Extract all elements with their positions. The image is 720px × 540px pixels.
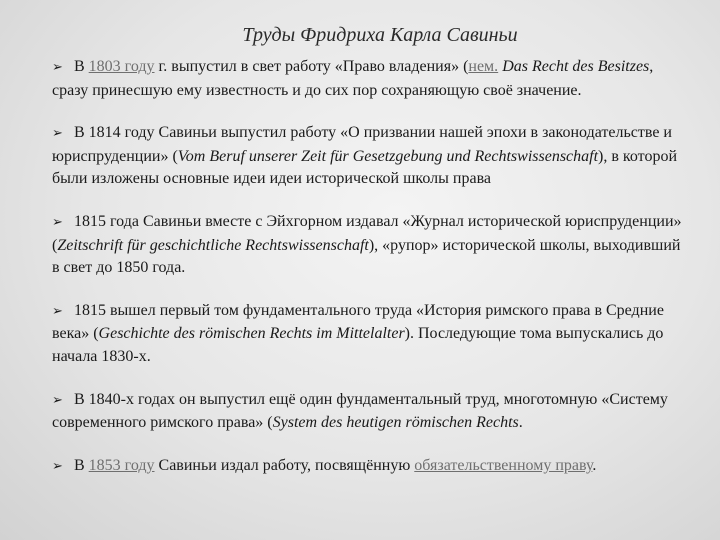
paragraph-1815-history: ➢ 1815 вышел первый том фундаментального труда «История римского права в Средние века» (Geschichte des römischen Rechts im Mittelalter). Последующие тома выпускались до начала 1830-х.	[52, 301, 664, 365]
arrow-bullet-icon: ➢	[52, 60, 63, 75]
link-obligation-law[interactable]: обязательственному праву	[414, 456, 593, 474]
slide-title: Труды Фридриха Карла Савиньи	[242, 24, 518, 46]
paragraph-1840s: ➢ В 1840-х годах он выпустил ещё один фундаментальный труд, многотомную «Систему современного римского права» (System des heutigen römischen Rechts.	[52, 390, 668, 432]
arrow-bullet-icon: ➢	[52, 458, 63, 474]
paragraph-1803: ➢ В 1803 году г. выпустил в свет работу «Право владения» (нем. Das Recht des Besitzes, сразу принесшую ему известность и до сих пор сохраняющую своё значение.	[52, 58, 654, 99]
arrow-bullet-icon: ➢	[52, 392, 63, 408]
link-1803-year[interactable]: 1803 году	[88, 58, 155, 75]
arrow-bullet-icon: ➢	[52, 214, 63, 230]
link-german[interactable]: нем.	[468, 58, 499, 75]
paragraph-1814: ➢ В 1814 году Савиньи выпустил работу «О призвании нашей эпохи в законодательстве и юриспруденции» (Vom Beruf unserer Zeit für Gesetzgebung und Rechtswissenschaft), в которой были изложены основные идеи идеи исторической школы права	[52, 124, 678, 188]
paragraph-1853: ➢ В 1853 году Савиньи издал работу, посвящённую обязательственному праву.	[52, 455, 684, 479]
paragraph-1815-journal: ➢ 1815 года Савиньи вместе с Эйхгорном издавал «Журнал исторической юриспруденции» (Zeitschrift für geschichtliche Rechtswissenschaft), «рупор» исторической школы, выходивший в свет до 1850 года.	[52, 212, 682, 277]
arrow-bullet-icon: ➢	[52, 126, 63, 142]
arrow-bullet-icon: ➢	[52, 303, 63, 319]
link-1853-year[interactable]: 1853 году	[88, 456, 155, 474]
slide-content	[52, 56, 684, 498]
